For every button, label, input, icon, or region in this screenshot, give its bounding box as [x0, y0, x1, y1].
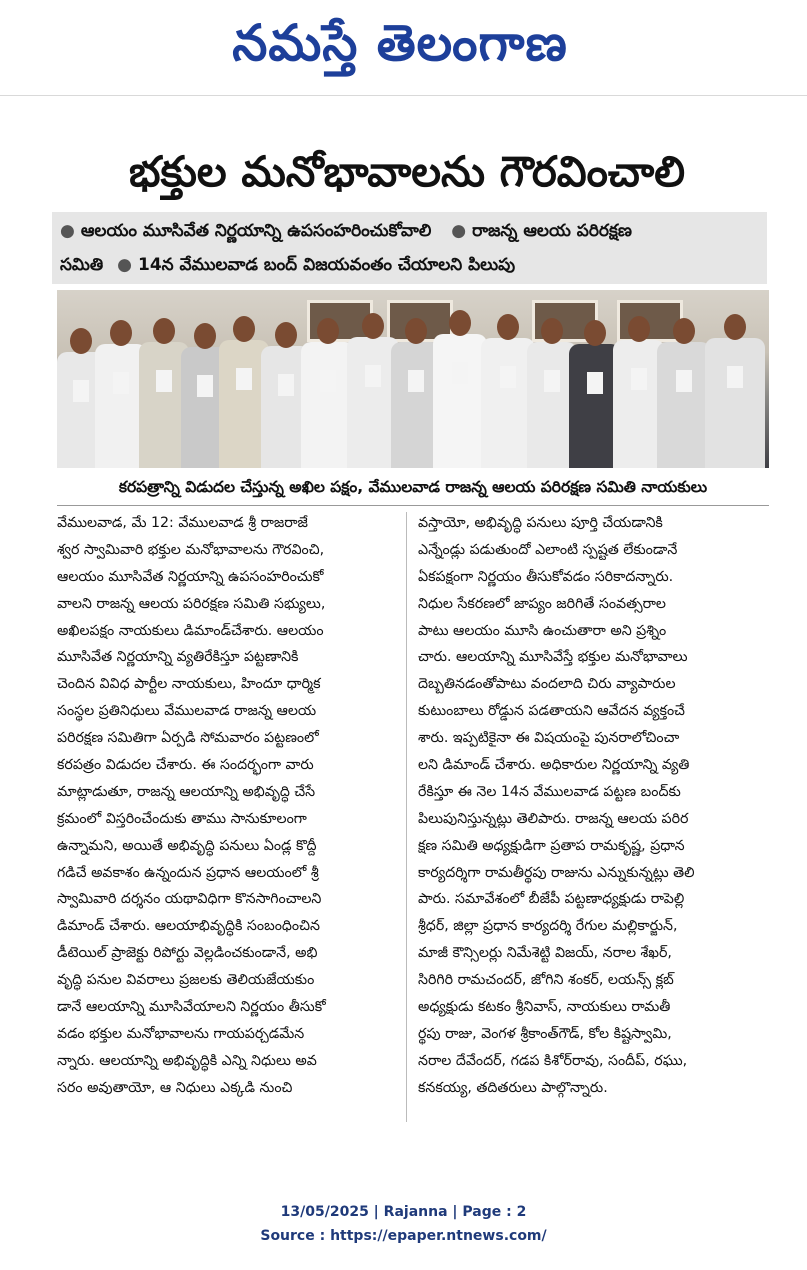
- article-headline: భక్తుల మనోభావాలను గౌరవించాలి: [128, 147, 686, 196]
- article-line: మాట్లాడుతూ, రాజన్న ఆలయాన్ని అభివృద్ధి చేసే: [57, 783, 316, 800]
- bullet-icon: ●: [60, 221, 75, 241]
- subhead-item: రాజన్న ఆలయ పరిరక్షణ: [472, 221, 632, 241]
- article-line: రేకిస్తూ ఈ నెల 14న వేములవాడ పట్టణ బంద్‌కు: [418, 783, 681, 800]
- article-line: ఉన్నామని, అయితే అభివృద్ధి పనులు ఏండ్ల కొద్దీ: [57, 837, 317, 854]
- footer-source-line: Source : https://epaper.ntnews.com/: [260, 1228, 547, 1244]
- article-line: ఆలయం మూసివేత నిర్ణయాన్ని ఉపసంహరించుకో: [57, 568, 324, 585]
- article-line: పిలుపునిస్తున్నట్లు తెలిపారు. రాజన్న ఆలయ పరిర: [418, 810, 689, 827]
- article-line: వడం భక్తుల మనోభావాలను గాయపర్చడమేన: [57, 1025, 305, 1042]
- article-line: కుటుంబాలు రోడ్డున పడతాయని ఆవేదన వ్యక్తంచే: [418, 703, 685, 720]
- article-line: వేములవాడ, మే 12: వేములవాడ శ్రీ రాజరాజే: [57, 515, 308, 531]
- article-line: కరపత్రం విడుదల చేశారు. ఈ సందర్భంగా వారు: [57, 757, 314, 774]
- article-line: క్షణ సమితి అధ్యక్షుడిగా ప్రతాప రామకృష్ణ, ప్రధాన: [418, 837, 685, 854]
- bullet-icon: ●: [117, 255, 132, 275]
- footer-date-line: 13/05/2025 | Rajanna | Page : 2: [280, 1204, 527, 1220]
- photo-person: [433, 310, 487, 468]
- article-line: డానే ఆలయాన్ని మూసివేయాలని నిర్ణయం తీసుకో: [57, 999, 326, 1016]
- article-line: అఖిలపక్షం నాయకులు డిమాండ్‌చేశారు. ఆలయం: [57, 622, 324, 639]
- subhead-item: సమితి: [60, 255, 104, 275]
- article-subhead: [52, 212, 767, 284]
- photo-caption: కరపత్రాన్ని విడుదల చేస్తున్న అఖిల పక్షం, వేములవాడ రాజన్న ఆలయ పరిరక్షణ సమితి నాయకులు: [118, 478, 708, 496]
- article-line: న్నారు. ఆలయాన్ని అభివృద్ధికి ఎన్ని నిధులు అవ: [57, 1052, 317, 1069]
- newspaper-masthead: నమస్తే తెలంగాణ: [232, 14, 568, 72]
- masthead-divider: [0, 95, 807, 96]
- article-line: సరం అవుతాయో, ఆ నిధులు ఎక్కడి నుంచి: [57, 1079, 293, 1096]
- photo-person: [657, 318, 711, 468]
- article-line: వృద్ధి పనుల వివరాలు ప్రజలకు తెలియజేయకుం: [57, 972, 315, 989]
- news-photo: [57, 290, 769, 468]
- subhead-line-2: [60, 248, 760, 282]
- article-line: అధ్యక్షుడు కటకం శ్రీనివాస్, నాయకులు రామతీ: [418, 999, 671, 1016]
- bullet-icon: ●: [451, 221, 467, 241]
- photo-person: [705, 314, 765, 468]
- article-line: కార్యదర్శిగా రామతీర్థపు రాజును ఎన్నుకున్నట్లు తెలి: [418, 864, 695, 881]
- article-line: డీటెయిల్ ప్రాజెక్టు రిపోర్టు వెల్లడించకుండానే, అభి: [57, 945, 318, 962]
- article-line: చారు. ఆలయాన్ని మూసివేస్తే భక్తుల మనోభావాలు: [418, 649, 688, 666]
- article-line: ఏకపక్షంగా నిర్ణయం తీసుకోవడం సరికాదన్నారు.: [418, 568, 674, 585]
- article-line: శ్వర స్వామివారి భక్తుల మనోభావాలను గౌరవించి,: [57, 541, 325, 558]
- article-line: మూసివేత నిర్ణయాన్ని వ్యతిరేకిస్తూ పట్టణానికి: [57, 649, 299, 666]
- article-line: ర్థపు రాజు, వెంగళ శ్రీకాంత్‌గౌడ్, కోల కిష్టస్వామి,: [418, 1025, 672, 1042]
- article-line: వస్తాయో, అభివృద్ధి పనులు పూర్తి చేయడానికి: [418, 515, 663, 531]
- article-line: లని డిమాండ్ చేశారు. అధికారుల నిర్ణయాన్ని వ్యతి: [418, 757, 690, 774]
- article-line: ఎన్నేండ్లు పడుతుందో ఎలాంటి స్పష్టత లేకుండానే: [418, 541, 678, 558]
- article-line: శ్రీధర్, జిల్లా ప్రధాన కార్యదర్శి రేగుల మల్లికార్జున్,: [418, 918, 678, 935]
- article-column-right: [418, 510, 758, 1102]
- article-line: పాటు ఆలయం మూసి ఉంచుతారా అని ప్రశ్నిం: [418, 622, 667, 639]
- column-divider: [406, 512, 407, 1122]
- subhead-item: 14న వేములవాడ బంద్ విజయవంతం చేయాలని పిలుపు: [137, 255, 516, 275]
- article-line: చెందిన వివిధ పార్టీల నాయకులు, హిందూ ధార్మిక: [57, 676, 321, 693]
- article-line: నిధుల సేకరణలో జాప్యం జరిగితే సంవత్సరాల: [418, 595, 666, 612]
- article-line: గడిచే అవకాశం ఉన్నందున ప్రధాన ఆలయంలో శ్రీ: [57, 864, 319, 881]
- article-line: వాలని రాజన్న ఆలయ పరిరక్షణ సమితి సభ్యులు,: [57, 595, 326, 612]
- subhead-item: ఆలయం మూసివేత నిర్ణయాన్ని ఉపసంహరించుకోవాలి: [80, 221, 432, 241]
- article-line: సంస్థల ప్రతినిధులు వేములవాడ రాజన్న ఆలయ: [57, 703, 317, 720]
- article-line: క్రమంలో విస్తరించేందుకు తాము సానుకూలంగా: [57, 810, 307, 827]
- article-line: కనకయ్య, తదితరులు పాల్గొన్నారు.: [418, 1079, 608, 1096]
- article-line: పరిరక్షణ సమితిగా ఏర్పడి సోమవారం పట్టణంలో: [57, 730, 319, 747]
- article-line: స్వామివారి దర్శనం యథావిధిగా కొనసాగించాలని: [57, 891, 322, 908]
- caption-divider: [57, 505, 769, 506]
- article-line: నరాల దేవేందర్, గడప కిశోర్‌రావు, సందీప్, రఘు,: [418, 1052, 688, 1069]
- article-line: దెబ్బతినడంతోపాటు వందలాది చిరు వ్యాపారుల: [418, 676, 676, 693]
- article-line: సిరిగిరి రామచందర్, జోగిని శంకర్, లయన్స్ క్లబ్: [418, 972, 674, 989]
- article-line: పారు. సమావేశంలో బీజేపీ పట్టణాధ్యక్షుడు రాపెల్లి: [418, 891, 685, 908]
- article-line: శారు. ఇప్పటికైనా ఈ విషయంపై పునరాలోచించా: [418, 730, 680, 747]
- subhead-line-1: [60, 214, 760, 248]
- article-column-left: [57, 510, 397, 1102]
- article-line: డిమాండ్ చేశారు. ఆలయాభివృద్ధికి సంబంధించిన: [57, 918, 320, 935]
- article-line: మాజీ కౌన్సిలర్లు నిమేశెట్టి విజయ్, నరాల శేఖర్,: [418, 945, 672, 962]
